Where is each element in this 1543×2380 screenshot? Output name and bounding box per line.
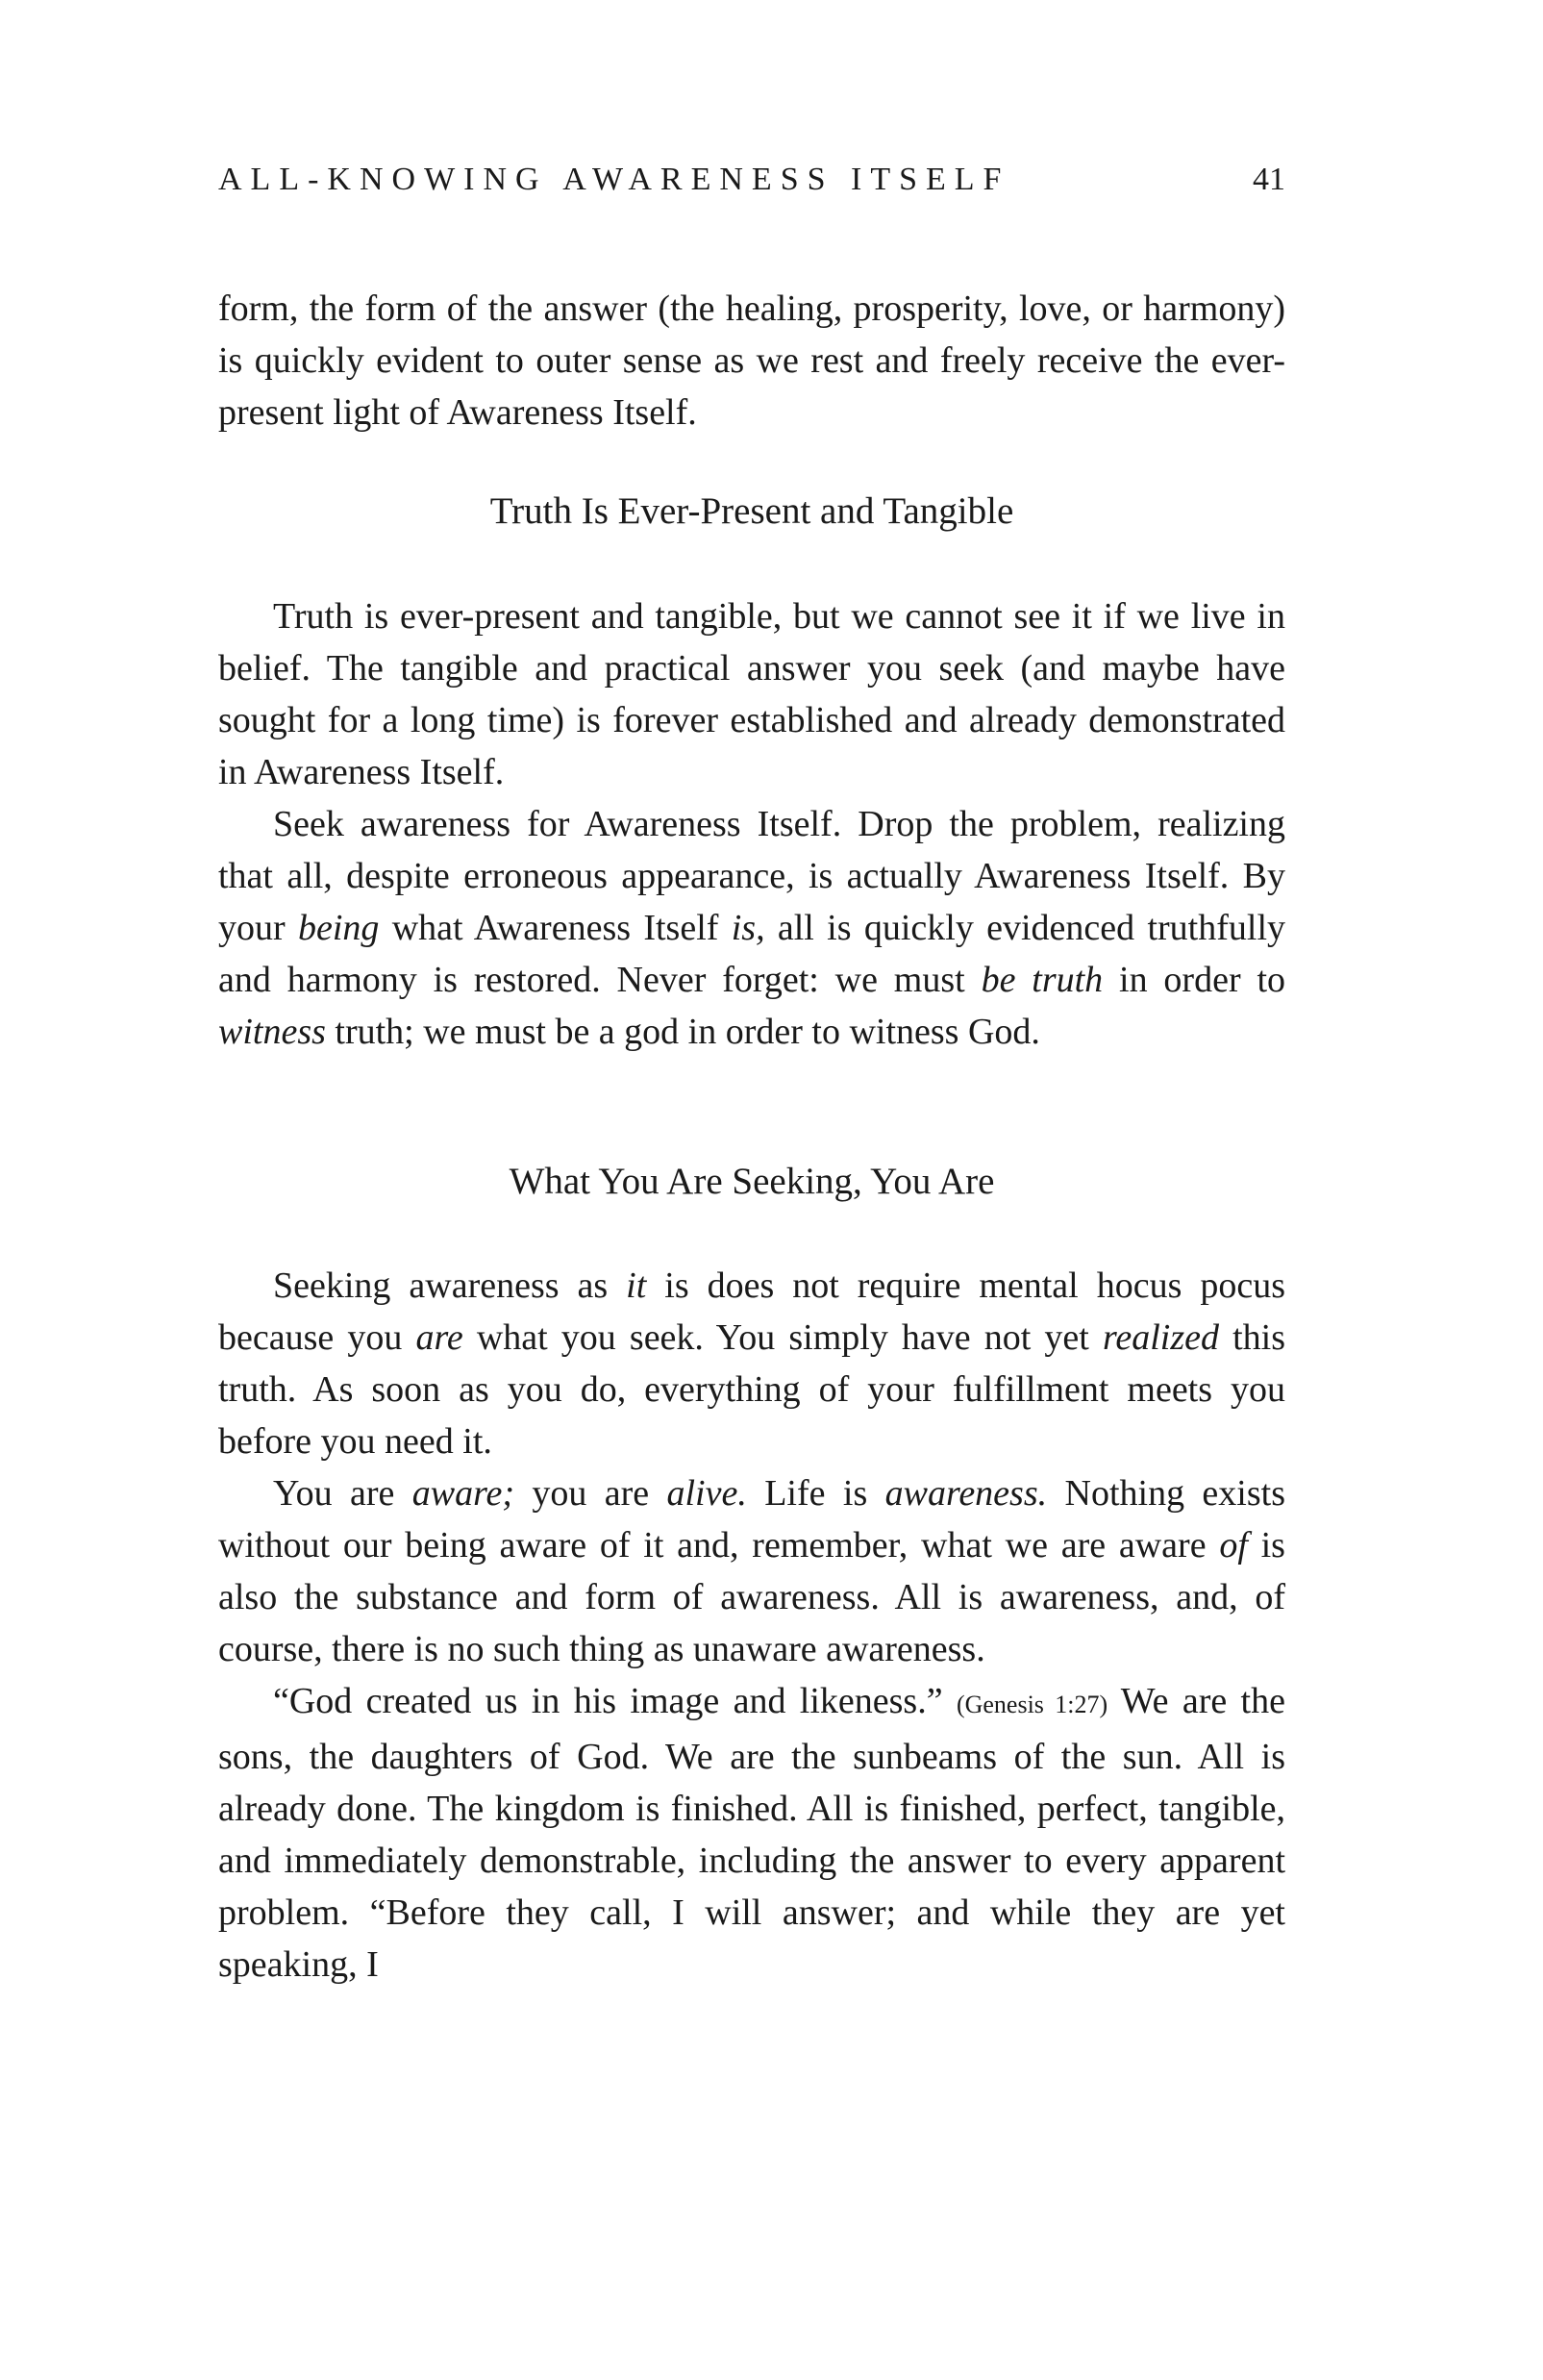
scripture-citation: (Genesis 1:27) (956, 1691, 1108, 1718)
running-head (218, 162, 1285, 219)
section-heading-truth: Truth Is Ever-Present and Tangible (489, 490, 1014, 532)
text-run: all is quickly evidenced truthfully and harmony is restored. Never forget: we must (218, 908, 1285, 1000)
italic-run: of (1219, 1525, 1248, 1566)
italic-run: are (415, 1317, 463, 1358)
text-run: Seeking awareness as (273, 1265, 627, 1306)
page-number: 41 (1253, 162, 1285, 197)
text-run: truth; we must be a god in order to witness God. (325, 1012, 1040, 1052)
italic-run: is, (731, 908, 765, 948)
continued-paragraph: form, the form of the answer (the healing, prosperity, love, or harmony) is quickly evident to outer sense as we rest and freely receive the ever-present light of Awareness Itself. (218, 288, 1285, 433)
section-body-seeking (218, 1260, 1285, 1991)
paragraph (218, 1675, 1285, 1991)
text-run: Nothing exists without our being aware of it and, remember, what we are aware (218, 1473, 1285, 1566)
text-run: what you seek. You simply have not yet (462, 1317, 1103, 1358)
section-heading-seeking: What You Are Seeking, You Are (509, 1161, 995, 1202)
continued-paragraph-block (218, 283, 1285, 438)
italic-run: witness (218, 1012, 326, 1052)
text-run: what Awareness Itself (379, 908, 732, 948)
paragraph: Truth is ever-present and tangible, but we cannot see it if we live in belief. The tangible and practical answer you seek (and maybe have sought for a long time) is forever established and already demonstrated in Awareness Itself. (218, 596, 1285, 792)
italic-run: being (297, 908, 380, 948)
text-run: “God created us in his image and likeness.” (273, 1681, 957, 1721)
text-run: you are (514, 1473, 667, 1514)
text-run: this truth. As soon as you do, everything of your fulfillment meets you before you need it. (218, 1317, 1285, 1462)
italic-run: it (626, 1265, 647, 1306)
paragraph (218, 1260, 1285, 1467)
text-run: in order to (1103, 960, 1286, 1000)
text-run: You are (273, 1473, 412, 1514)
italic-run: realized (1102, 1317, 1219, 1358)
italic-run: alive. (666, 1473, 747, 1514)
paragraph (218, 798, 1285, 1058)
italic-run: awareness. (884, 1473, 1048, 1514)
text-run: is also the substance and form of awareness. All is awareness, and, of course, there is no such thing as unaware awareness. (218, 1525, 1285, 1669)
italic-run: aware; (411, 1473, 515, 1514)
text-run: is does not require mental hocus pocus because you (218, 1265, 1285, 1358)
text-run: Seek awareness for Awareness Itself. Drop the problem, realizing that all, despite erroneous appearance, is actually Awareness Itself. By your (218, 804, 1285, 948)
italic-run: be truth (981, 960, 1104, 1000)
section-body-truth (218, 590, 1285, 1058)
running-head-title: ALL-KNOWING AWARENESS ITSELF (218, 162, 1010, 197)
text-run: We are the sons, the daughters of God. We are the sunbeams of the sun. All is already done. The kingdom is finished. All is finished, perfect, tangible, and immediately demonstrable, including the answer to every apparent problem. “Before they call, I will answer; and while they are yet speaking, I (218, 1681, 1285, 1985)
paragraph (218, 1467, 1285, 1675)
text-run: Life is (746, 1473, 885, 1514)
